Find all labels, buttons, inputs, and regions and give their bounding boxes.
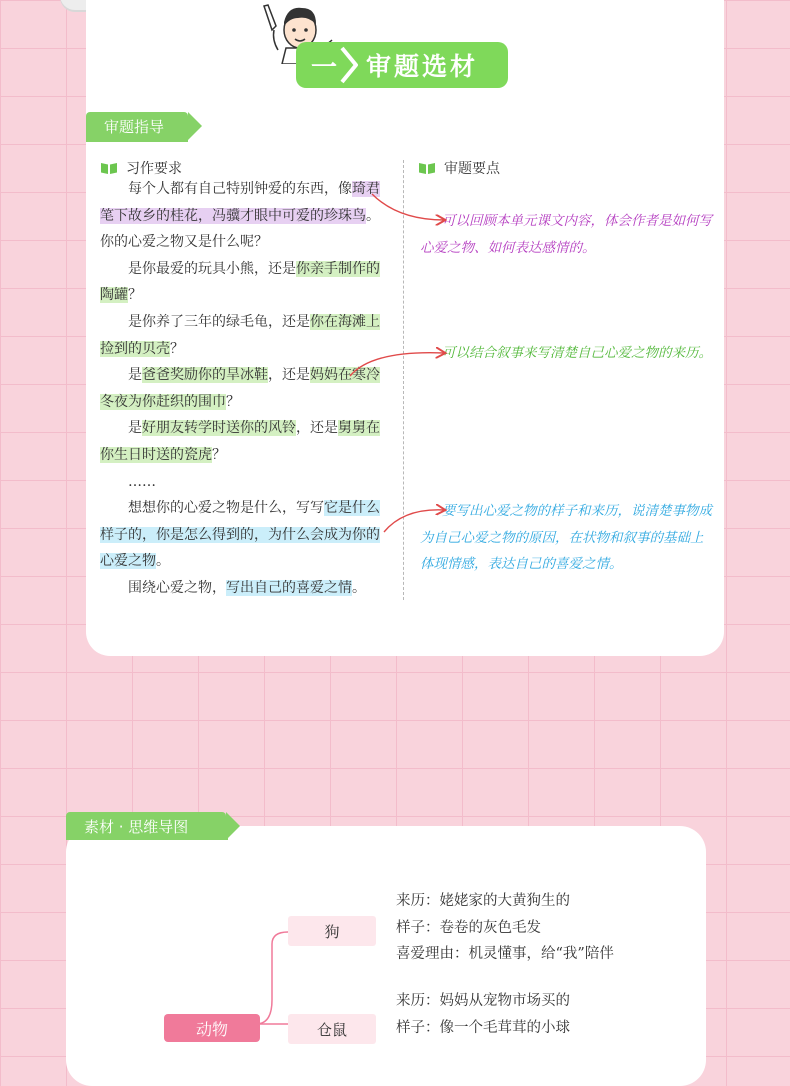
text-run: 每个人都有自己特别钟爱的东西，像 xyxy=(128,181,352,197)
key-point-text: 可以结合叙事来写清楚自己心爱之物的来历。 xyxy=(442,345,712,361)
mindmap-root-node xyxy=(164,1014,260,1042)
text-run: 是 xyxy=(128,367,142,384)
requirement-paragraph xyxy=(100,415,392,468)
ellipsis-line: …… xyxy=(128,473,156,490)
text-run: 围绕心爱之物， xyxy=(128,579,226,596)
key-points-heading-label: 审题要点 xyxy=(444,161,500,177)
tab-mindmap-label: 素材 · 思维导图 xyxy=(84,817,189,836)
text-run: ？ xyxy=(226,393,240,410)
section-title: 审题选材 xyxy=(366,52,479,81)
branch-details xyxy=(396,888,614,968)
detail-line: 来历：妈妈从宠物市场买的 xyxy=(396,993,570,1009)
text-run: 是 xyxy=(128,420,142,437)
branch-label: 仓鼠 xyxy=(316,1020,347,1039)
section-number: 一 xyxy=(310,52,337,83)
highlight-green: 爸爸奖励你的旱冰鞋 xyxy=(142,367,268,384)
requirements-heading xyxy=(100,158,182,178)
text-run: 是你最爱的玩具小熊，还是 xyxy=(128,260,296,277)
detail-line: 样子：像一个毛茸茸的小球 xyxy=(396,1019,570,1036)
key-point-note-2 xyxy=(420,340,716,367)
branch-details xyxy=(396,988,570,1041)
chevron-right-icon xyxy=(338,44,362,86)
detail-line: 来历：姥姥家的大黄狗生的 xyxy=(396,893,570,909)
detail-line: 样子：卷卷的灰色毛发 xyxy=(396,919,541,936)
mindmap-branch-node xyxy=(288,1014,376,1044)
text-run: ？ xyxy=(128,287,142,304)
highlight-blue: 它是什么样子的，你是怎么得到的，为什么会成为你的心爱之物 xyxy=(100,500,380,570)
open-book-icon xyxy=(418,162,436,175)
mindmap-branch-node xyxy=(288,916,376,946)
requirement-paragraph xyxy=(100,176,392,256)
key-point-text: 可以回顾本单元课文内容，体会作者是如何写心爱之物、如何表达感情的。 xyxy=(420,213,712,256)
requirement-paragraph xyxy=(100,309,392,362)
column-divider xyxy=(403,160,404,600)
highlight-green: 你在海滩上捡到的贝壳 xyxy=(100,313,380,357)
requirement-paragraph xyxy=(100,575,392,602)
text-run: ，还是 xyxy=(268,367,310,384)
text-run: 是你养了三年的绿毛龟，还是 xyxy=(128,313,310,330)
text-run: ，还是 xyxy=(296,420,338,437)
branch-label: 狗 xyxy=(324,922,340,941)
requirement-paragraph xyxy=(100,362,392,415)
text-run: 。 xyxy=(156,553,170,570)
key-point-note-1 xyxy=(420,208,716,261)
highlight-green: 好朋友转学时送你的风铃 xyxy=(142,420,296,437)
text-run: 。你的心爱之物又是什么呢？ xyxy=(100,207,380,251)
detail-line: 喜爱理由：机灵懂事，给“我”陪伴 xyxy=(396,946,614,962)
requirement-paragraph xyxy=(100,256,392,309)
key-points-heading xyxy=(418,158,500,178)
key-point-text: 要写出心爱之物的样子和来历，说清楚事物成为自己心爱之物的原因，在状物和叙事的基础上体现情感，表达自己的喜爱之情。 xyxy=(420,503,712,572)
section-title-banner xyxy=(296,42,508,88)
requirements-text xyxy=(100,176,392,602)
highlight-green: 妈妈在寒冷冬夜为你赶织的围巾 xyxy=(100,367,380,410)
text-run: 想想你的心爱之物是什么，写写 xyxy=(128,500,324,517)
requirements-heading-label: 习作要求 xyxy=(126,161,182,177)
tab-guidance xyxy=(86,112,188,140)
tab-guidance-label: 审题指导 xyxy=(104,117,165,136)
requirement-paragraph xyxy=(100,495,392,575)
mindmap-root-label: 动物 xyxy=(195,1019,228,1039)
tab-mindmap xyxy=(66,812,226,840)
highlight-green: 舅舅在你生日时送的瓷虎 xyxy=(100,420,380,463)
text-run: ？ xyxy=(170,340,184,357)
open-book-icon xyxy=(100,162,118,175)
highlight-green: 你亲手制作的陶罐 xyxy=(100,260,380,304)
highlight-blue: 写出自己的喜爱之情 xyxy=(226,579,352,596)
text-run: ？ xyxy=(212,446,226,463)
text-run: 。 xyxy=(352,579,366,596)
key-point-note-3 xyxy=(420,498,716,578)
highlight-purple: 琦君笔下故乡的桂花，冯骥才眼中可爱的珍珠鸟 xyxy=(100,181,380,224)
